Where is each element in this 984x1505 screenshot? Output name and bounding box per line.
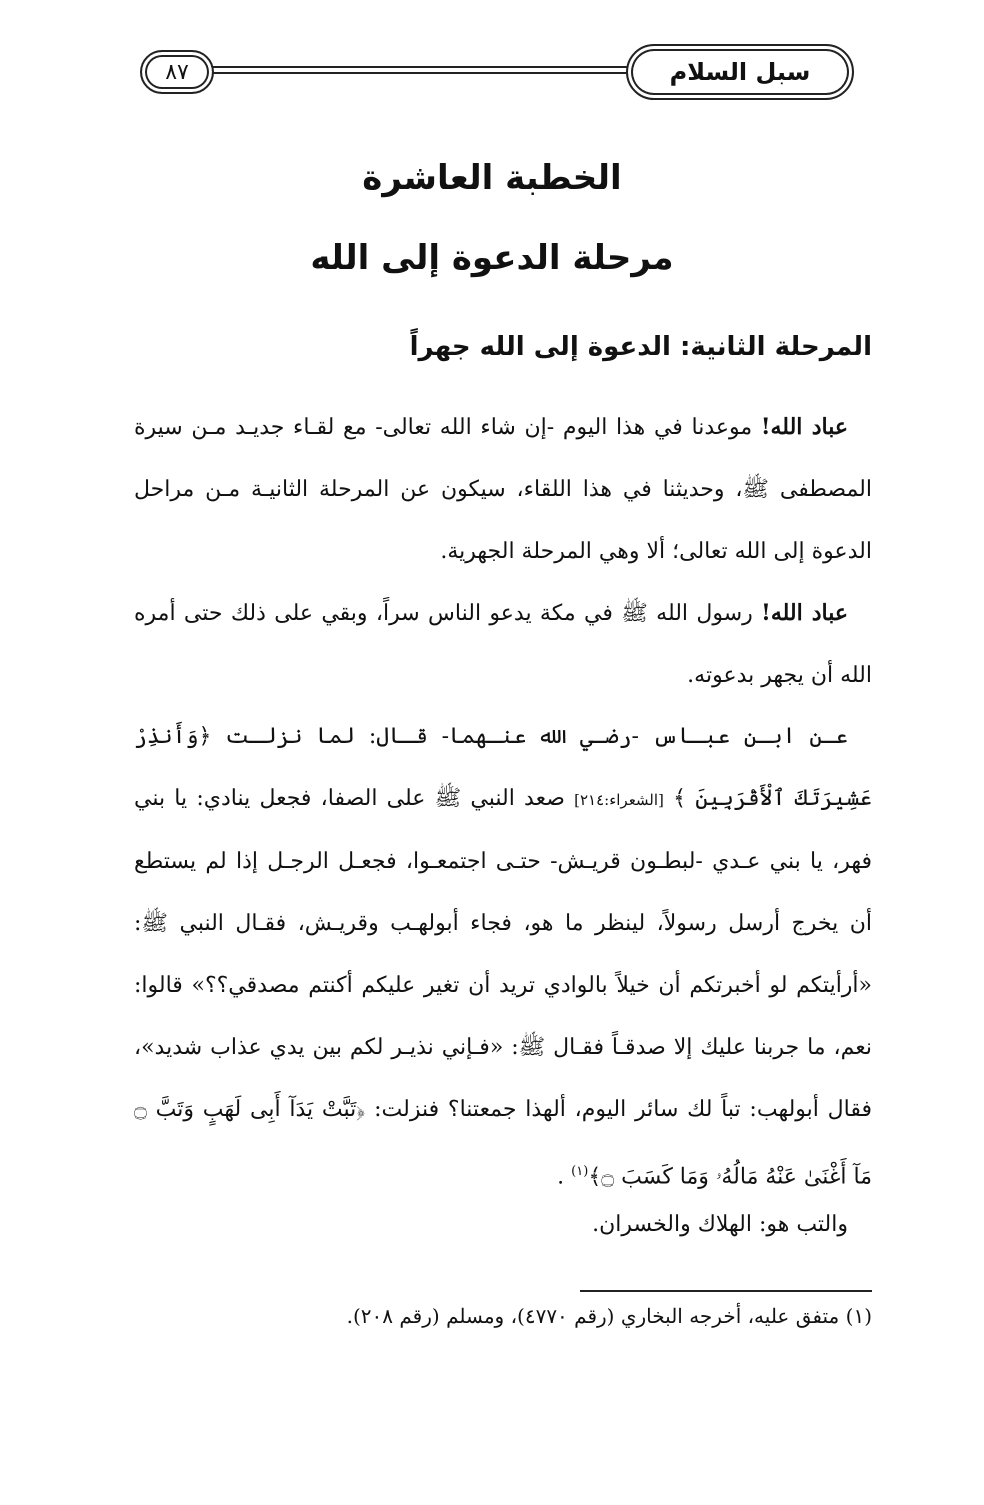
paragraph-3-part-2: صعد النبي ﷺ على الصفا، فجعل ينادي: يا بني فهر، يا بني عـدي -لبطـون قريـش- حتـى اجتمعـوا، فجعـل الرجـل إذا لم يستطع أن يخرج أرسل رسولاً، لينظر ما هو، فجاء أبولهـب وقريـش، فقـال النبي ﷺ: «أرأيتكم لو أخبرتكم أن خيلاً بالوادي تريد أن تغير عليكم أكنتم مصدقي؟؟» قالوا: نعم، ما جربنا عليك إلا صدقـاً فقـال ﷺ: «فـإني نذيـر لكم بين يدي عذاب شديد»، فقال أبولهب: تباً لك سائر اليوم، ألهذا جمعتنا؟ فنزلت: ﴿تَبَّتْ يَدَآ أَبِى لَهَبٍ وَتَبَّ ۝ مَآ أَغْنَىٰ عَنْهُ مَالُهُۥ وَمَا كَسَبَ ۝﴾ [134, 786, 872, 1190]
paragraph-3-part-1: عـن ابـن عبـاس -رضـي الله عنـهما- قـال: لما نزلـت ﴿وَأَنذِرْ عَشِيرَتَكَ ٱلْأَقْرَبِينَ ﴾ [134, 724, 872, 811]
footnote-rule [580, 1290, 872, 1292]
paragraph-3-end: . [557, 1164, 572, 1190]
running-header-title [626, 44, 854, 100]
section-heading: المرحلة الثانية: الدعوة إلى الله جهراً [409, 332, 872, 362]
sermon-title: الخطبة العاشرة [362, 158, 622, 198]
footnote: (١) متفق عليه، أخرجه البخاري (رقم ٤٧٧٠)، ومسلم (رقم ٢٠٨). [346, 1304, 872, 1328]
paragraph-4-text: والتب هو: الهلاك والخسران. [592, 1212, 848, 1237]
paragraph-2 [134, 582, 872, 707]
book-title: سبل السلام [669, 58, 811, 86]
footnote-marker: (١) [571, 1164, 589, 1179]
page-number: ٨٧ [165, 59, 189, 85]
paragraph-1 [134, 396, 872, 583]
paragraph-1-lead: عباد الله! [760, 414, 848, 440]
header-rule [210, 66, 630, 74]
paragraph-2-lead: عباد الله! [761, 600, 848, 626]
paragraph-1-text: موعدنا في هذا اليوم -إن شاء الله تعالى- مع لقـاء جديـد مـن سيرة المصطفى ﷺ، وحديثنا في هذا اللقاء، سيكون عن المرحلة الثانيـة مـن مراحل الدعوة إلى الله تعالى؛ ألا وهي المرحلة الجهرية. [134, 415, 872, 564]
paragraph-3 [134, 706, 872, 1208]
quran-reference: [الشعراء:٢١٤] [574, 791, 664, 809]
paragraph-2-text: رسول الله ﷺ في مكة يدعو الناس سراً، وبقي على ذلك حتى أمره الله أن يجهر بدعوته. [134, 601, 872, 688]
page-number-badge [140, 50, 214, 94]
chapter-subtitle: مرحلة الدعوة إلى الله [310, 238, 674, 278]
paragraph-4 [134, 1194, 872, 1256]
